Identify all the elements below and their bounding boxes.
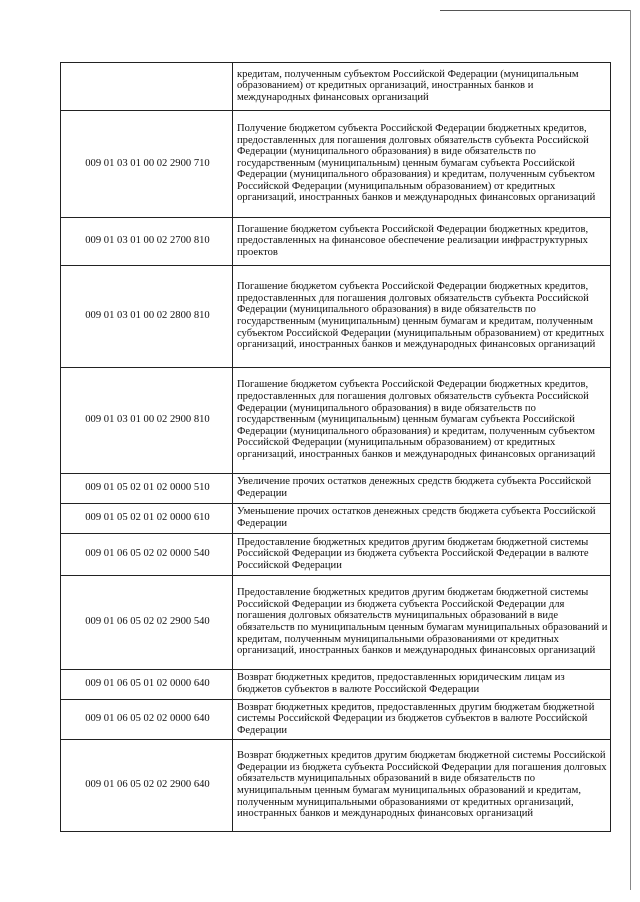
budget-code-description: Возврат бюджетных кредитов, предоставленных другим бюджетам бюджетной системы Российской Федерации из бюджетов субъектов в валюте Российской Федерации [233, 700, 611, 740]
budget-code-description: Возврат бюджетных кредитов, предоставленных юридическим лицам из бюджетов субъектов в валюте Российской Федерации [233, 670, 611, 700]
table-row [61, 700, 611, 740]
scan-edge-right [630, 10, 631, 890]
table-row [61, 576, 611, 670]
budget-code: 009 01 06 05 02 02 2900 640 [61, 740, 233, 832]
budget-code-description: Погашение бюджетом субъекта Российской Федерации бюджетных кредитов, предоставленных для погашения долговых обязательств субъекта Российской Федерации (муниципального образования) в виде обязательств по государственным (муниципальным) ценным бумагам субъекта Российской Федерации (муниципального образования) и кредитам, полученным субъектом Российской Федерации (муниципальным образованием) от кредитных организаций, иностранных банков и международных финансовых организаций [233, 368, 611, 474]
budget-code [61, 63, 233, 111]
budget-codes-table [60, 62, 611, 832]
table-row [61, 670, 611, 700]
table-row [61, 368, 611, 474]
budget-code: 009 01 03 01 00 02 2900 710 [61, 111, 233, 218]
table-row [61, 474, 611, 504]
budget-code-description: Предоставление бюджетных кредитов другим бюджетам бюджетной системы Российской Федерации из бюджета субъекта Российской Федерации в валюте Российской Федерации [233, 534, 611, 576]
table-row [61, 504, 611, 534]
table-row [61, 218, 611, 266]
budget-code: 009 01 03 01 00 02 2700 810 [61, 218, 233, 266]
table-row [61, 63, 611, 111]
budget-code-description: Уменьшение прочих остатков денежных средств бюджета субъекта Российской Федерации [233, 504, 611, 534]
budget-code: 009 01 06 05 02 02 2900 540 [61, 576, 233, 670]
table-row [61, 740, 611, 832]
table-row [61, 111, 611, 218]
budget-code-description: кредитам, полученным субъектом Российской Федерации (муниципальным образованием) от кредитных организаций, иностранных банков и международных финансовых организаций [233, 63, 611, 111]
budget-code-description: Погашение бюджетом субъекта Российской Федерации бюджетных кредитов, предоставленных на финансовое обеспечение реализации инфраструктурных проектов [233, 218, 611, 266]
table-row [61, 266, 611, 368]
budget-code-description: Получение бюджетом субъекта Российской Федерации бюджетных кредитов, предоставленных для погашения долговых обязательств субъекта Российской Федерации (муниципального образования) в виде обязательств по государственным (муниципальным) ценным бумагам субъекта Российской Федерации (муниципального образования) и кредитам, полученным субъектом Российской Федерации (муниципальным образованием) от кредитных организаций, иностранных банков и международных финансовых организаций [233, 111, 611, 218]
budget-code: 009 01 03 01 00 02 2900 810 [61, 368, 233, 474]
budget-code-description: Предоставление бюджетных кредитов другим бюджетам бюджетной системы Российской Федерации из бюджета субъекта Российской Федерации для погашения долговых обязательств муниципальных образований в виде обязательств по муниципальным ценным бумагам муниципальных образований и кредитам, полученным муниципальными образованиями от кредитных организаций, иностранных банков и международных финансовых организаций [233, 576, 611, 670]
budget-code: 009 01 06 05 01 02 0000 640 [61, 670, 233, 700]
budget-code: 009 01 06 05 02 02 0000 640 [61, 700, 233, 740]
budget-code-description: Увеличение прочих остатков денежных средств бюджета субъекта Российской Федерации [233, 474, 611, 504]
budget-code: 009 01 06 05 02 02 0000 540 [61, 534, 233, 576]
budget-code-description: Возврат бюджетных кредитов другим бюджетам бюджетной системы Российской Федерации из бюджета субъекта Российской Федерации для погашения долговых обязательств муниципальных образований в виде обязательств по муниципальным ценным бумагам муниципальных образований и кредитам, полученным муниципальными образованиями от кредитных организаций, иностранных банков и международных финансовых организаций [233, 740, 611, 832]
budget-code: 009 01 05 02 01 02 0000 510 [61, 474, 233, 504]
budget-code: 009 01 03 01 00 02 2800 810 [61, 266, 233, 368]
scan-edge-top [440, 10, 630, 11]
table-row [61, 534, 611, 576]
budget-code: 009 01 05 02 01 02 0000 610 [61, 504, 233, 534]
budget-code-description: Погашение бюджетом субъекта Российской Федерации бюджетных кредитов, предоставленных для погашения долговых обязательств субъекта Российской Федерации (муниципального образования) в виде обязательств по государственным (муниципальным) ценным бумагам и кредитам, полученным субъектом Российской Федерации (муниципальным образованием) от кредитных организаций, иностранных банков и международных финансовых организаций [233, 266, 611, 368]
